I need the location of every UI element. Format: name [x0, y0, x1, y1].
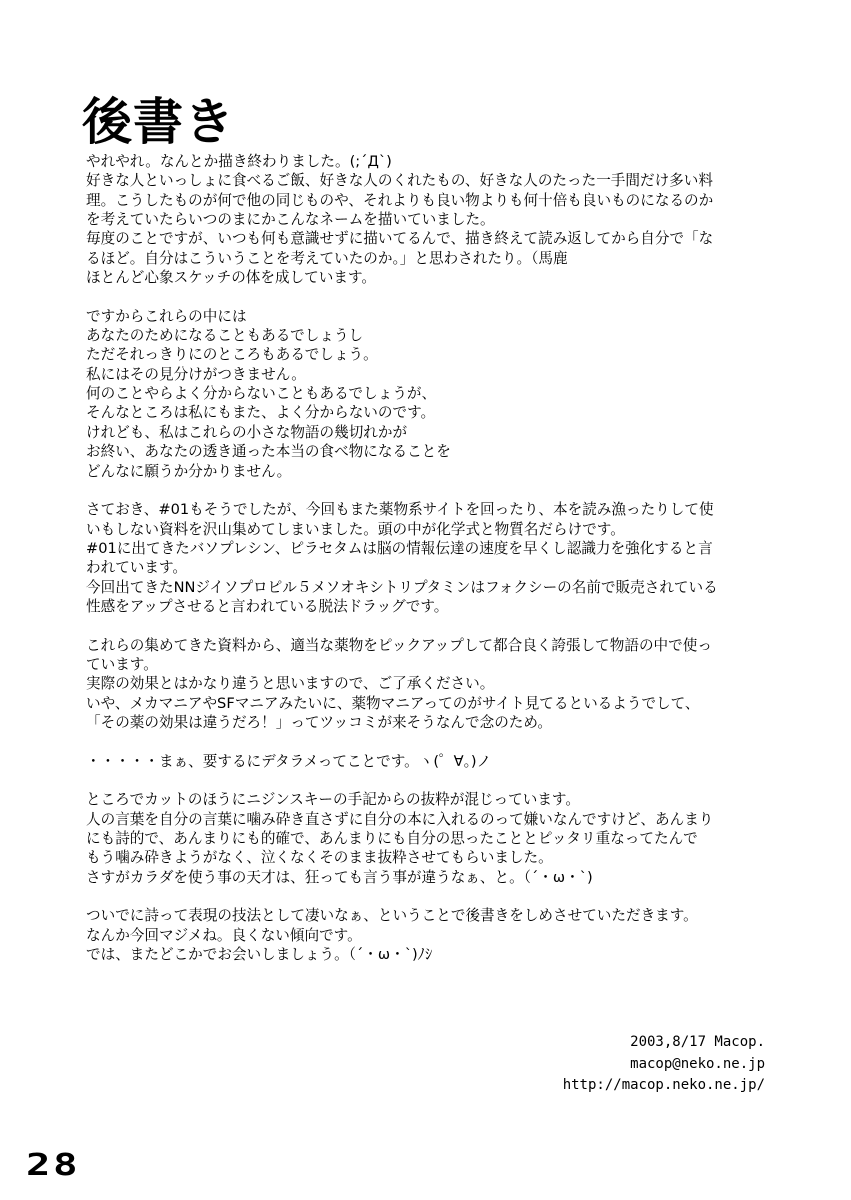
- body-line: そんなところは私にもまた、よく分からないのです。: [86, 404, 436, 422]
- body-line: 私にはその見分けがつきません。: [86, 365, 306, 383]
- body-line: 毎度のことですが、いつも何も意識せずに描いてるんで、描き終えて読み返してから自分で「な: [86, 230, 714, 248]
- body-line: [86, 287, 786, 306]
- body-line: 人の言葉を自分の言葉に噛み砕き直さずに自分の本に入れるのって嫌いなんですけど、あんまり: [86, 810, 714, 828]
- body-line: 性感をアップさせると言われている脱法ドラッグです。: [86, 597, 449, 615]
- page-number: 28: [26, 1148, 81, 1183]
- signature-url: http://macop.neko.ne.jp/: [562, 1077, 765, 1093]
- body-line: ですからこれらの中には: [86, 307, 247, 325]
- page-title: 後書き: [82, 92, 235, 151]
- afterword-body: [86, 152, 786, 964]
- body-line: あなたのためになることもあるでしょうし: [86, 327, 364, 345]
- body-line: 何のことやらよく分からないこともあるでしょうが、: [86, 385, 437, 403]
- body-line: もう噛み砕きようがなく、泣くなくそのまま抜粋させてもらいました。: [86, 849, 553, 867]
- body-line: ところでカットのほうにニジンスキーの手記からの抜粋が混じっています。: [86, 791, 580, 809]
- body-line: 今回出てきたNNジイソプロピル５メソオキシトリプタミンはフォクシーの名前で販売されている: [86, 578, 718, 596]
- body-line: これらの集めてきた資料から、適当な薬物をピックアップして都合良く誇張して物語の中で使っ: [86, 636, 712, 654]
- body-line: いもしない資料を沢山集めてしまいました。頭の中が化学式と物質名だらけです。: [86, 520, 625, 538]
- signature-email: macop@neko.ne.jp: [630, 1055, 765, 1072]
- body-line: ほとんど心象スケッチの体を成しています。: [86, 269, 376, 287]
- body-line: どんなに願うか分かりません。: [86, 462, 292, 480]
- body-line: では、またどこかでお会いしましょう。（´・ω・`)ﾉｼ: [86, 946, 433, 964]
- body-line: ています。: [86, 655, 158, 673]
- body-line: 理。こうしたものが何で他の同じものや、それよりも良い物よりも何十倍も良いものになるのか: [86, 191, 714, 209]
- body-line: やれやれ。なんとか描き終わりました。(;´Д`): [86, 153, 392, 170]
- body-line: #01に出てきたバソプレシン、ピラセタムは脳の情報伝達の速度を早くし認識力を強化すると言: [86, 539, 713, 557]
- body-line: 好きな人といっしょに食べるご飯、好きな人のくれたもの、好きな人のたった一手間だけ多い料: [86, 172, 713, 190]
- body-line: なんか今回マジメね。良くない傾向です。: [86, 926, 362, 944]
- body-line: 実際の効果とはかなり違うと思いますので、ご了承ください。: [86, 675, 495, 693]
- body-line: さておき、#01もそうでしたが、今回もまた薬物系サイトを回ったり、本を読み漁ったりして使: [86, 501, 714, 519]
- body-line: [86, 732, 786, 751]
- body-line: ただそれっきりにのところもあるでしょう。: [86, 346, 378, 364]
- signature-date: 2003,8/17 Macop.: [630, 1034, 765, 1050]
- body-line: 「その薬の効果は違うだろ！」ってツッコミが来そうなんで念のため。: [86, 713, 552, 731]
- body-line: ついでに詩って表現の技法として凄いなぁ、ということで後書きをしめさせていただきます。: [86, 907, 698, 925]
- author-signature: [563, 1032, 765, 1097]
- body-line: われています。: [86, 559, 187, 577]
- body-line: にも詩的で、あんまりにも的確で、あんまりにも自分の思ったこととピッタリ重なってたんで: [86, 830, 698, 848]
- body-line: さすがカラダを使う事の天才は、狂っても言う事が違うなぁ、と。（´・ω・`): [86, 868, 593, 886]
- body-line: ・・・・・まぁ、要するにデタラメってことです。ヽ(゜∀。)ノ: [86, 752, 492, 770]
- body-line: るほど。自分はこういうことを考えていたのか。」と思わされたり。（馬鹿: [86, 249, 568, 267]
- body-line: を考えていたらいつのまにかこんなネームを描いていました。: [86, 211, 495, 229]
- body-line: [86, 887, 786, 906]
- body-line: いや、メカマニアやSFマニアみたいに、薬物マニアってのがサイト見てるといるようでして、: [86, 694, 700, 712]
- body-line: [86, 771, 786, 790]
- body-line: [86, 481, 786, 500]
- body-line: [86, 616, 786, 635]
- body-line: けれども、私はこれらの小さな物語の幾切れかが: [86, 423, 408, 441]
- body-line: お終い、あなたの透き通った本当の食べ物になることを: [86, 443, 451, 461]
